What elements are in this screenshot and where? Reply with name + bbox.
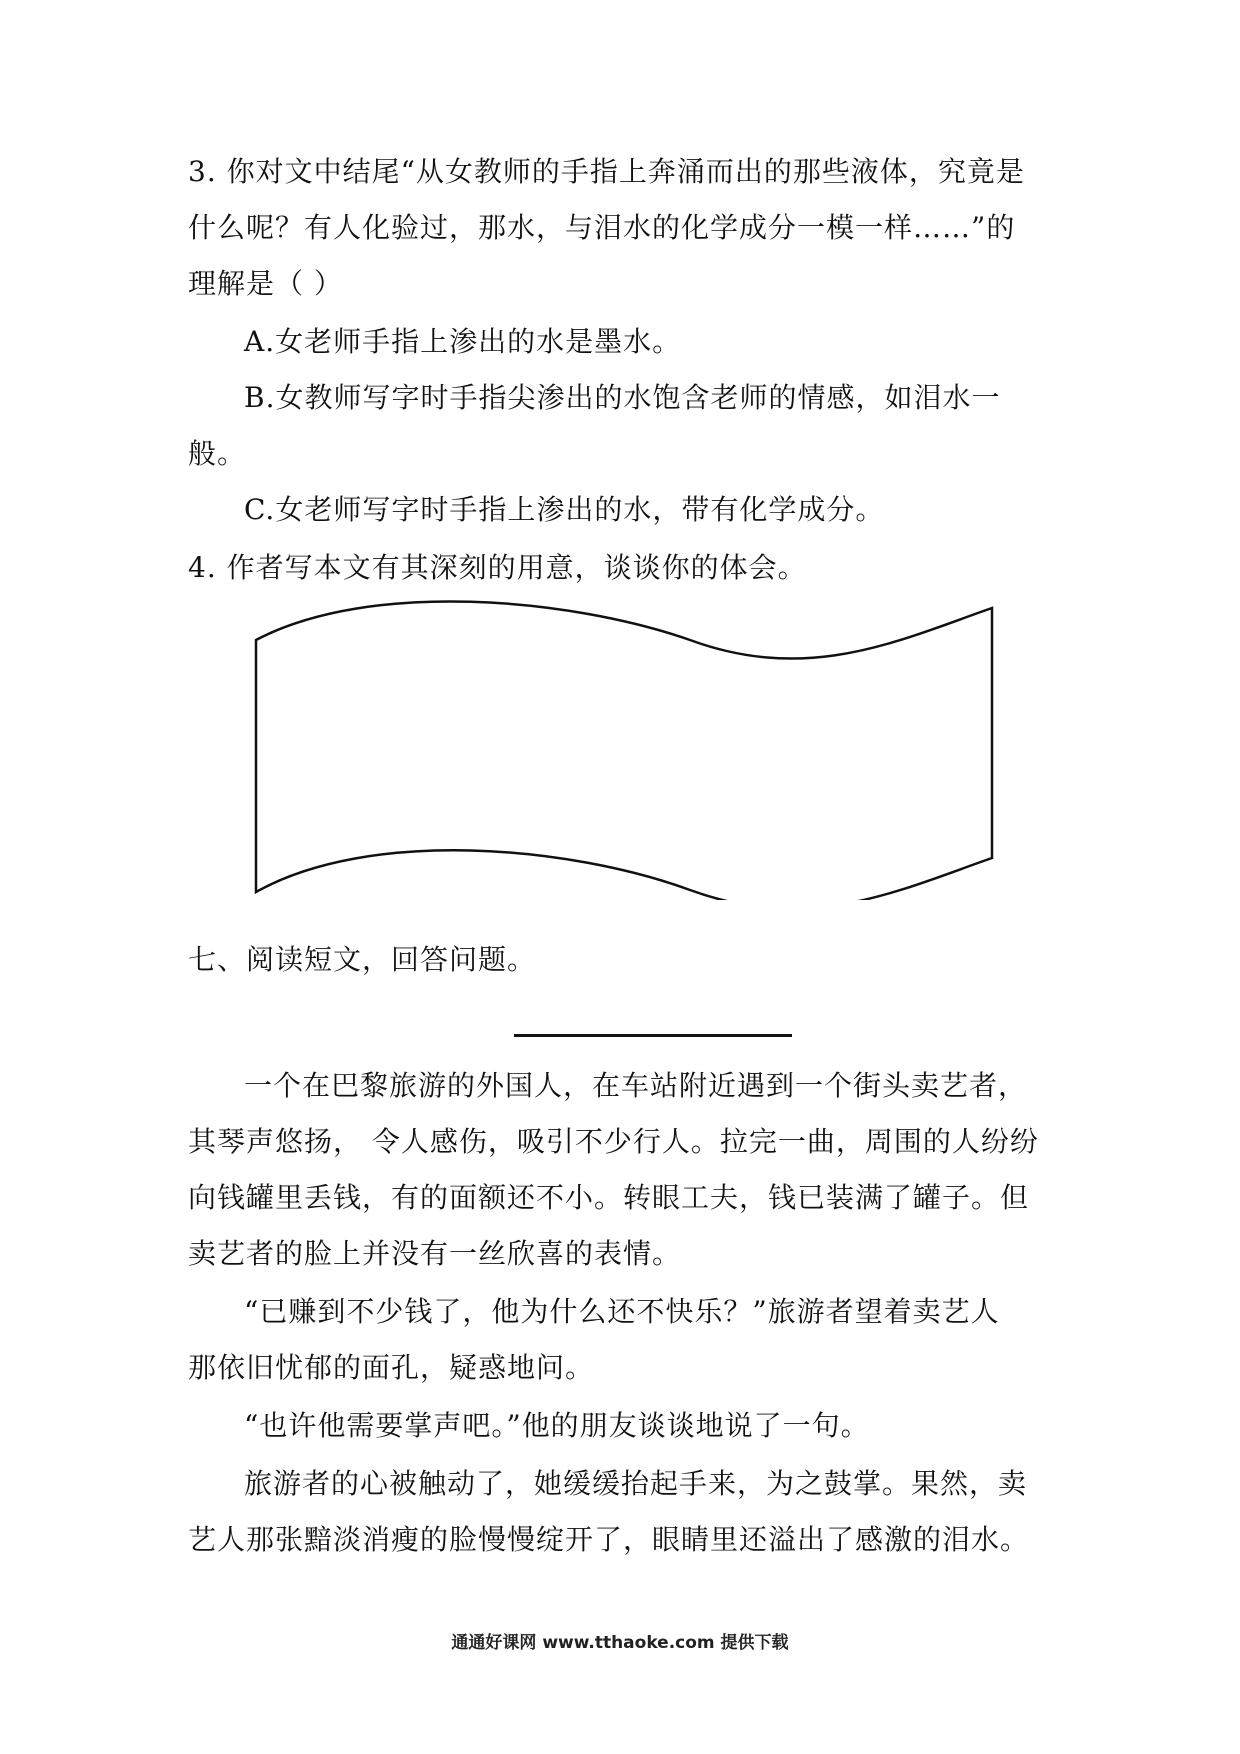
question-3-line-1: 3. 你对文中结尾“从女教师的手指上奔涌而出的那些液体，究竟是: [188, 155, 1025, 188]
passage-p2-line-2: 那依旧忧郁的面孔，疑惑地问。: [188, 1351, 595, 1384]
passage-p1-line-3: 向钱罐里丢钱，有的面额还不小。转眼工夫，钱已装满了罐子。但: [188, 1181, 1030, 1214]
option-a: A.女老师手指上渗出的水是墨水。: [244, 325, 682, 358]
footer-download-text: 通通好课网 www.tthaoke.com 提供下载: [451, 1633, 789, 1653]
section-7-heading: 七、阅读短文，回答问题。: [188, 943, 537, 976]
passage-p1-line-1: 一个在巴黎旅游的外国人，在车站附近遇到一个街头卖艺者，: [244, 1069, 1028, 1102]
passage-p1-line-4: 卖艺者的脸上并没有一丝欣喜的表情。: [188, 1237, 682, 1270]
answer-box[interactable]: [250, 600, 1000, 900]
question-4-prompt: 4. 作者写本文有其深刻的用意，谈谈你的体会。: [188, 551, 807, 584]
passage-p4-line-1: 旅游者的心被触动了，她缓缓抬起手来，为之鼓掌。果然，卖: [244, 1467, 1028, 1500]
option-b-line-2: 般。: [188, 437, 247, 470]
title-blank-line: [514, 1034, 792, 1037]
passage-p2-line-1: “已赚到不少钱了，他为什么还不快乐？”旅游者望着卖艺人: [244, 1295, 1000, 1328]
option-b-line-1: B.女教师写字时手指尖渗出的水饱含老师的情感，如泪水一: [244, 381, 1001, 414]
question-3-line-3: 理解是（ ）: [188, 267, 343, 300]
passage-p3-line-1: “也许他需要掌声吧。”他的朋友谈谈地说了一句。: [244, 1409, 870, 1442]
passage-p1-line-2: 其琴声悠扬， 令人感伤，吸引不少行人。拉完一曲，周围的人纷纷: [188, 1125, 1039, 1158]
answer-box-outline: [256, 601, 992, 900]
option-c: C.女老师写字时手指上渗出的水，带有化学成分。: [244, 493, 885, 526]
passage-p4-line-2: 艺人那张黯淡消瘦的脸慢慢绽开了，眼睛里还溢出了感激的泪水。: [188, 1523, 1030, 1556]
question-3-line-2: 什么呢？有人化验过，那水，与泪水的化学成分一模一样……”的: [188, 211, 1016, 244]
